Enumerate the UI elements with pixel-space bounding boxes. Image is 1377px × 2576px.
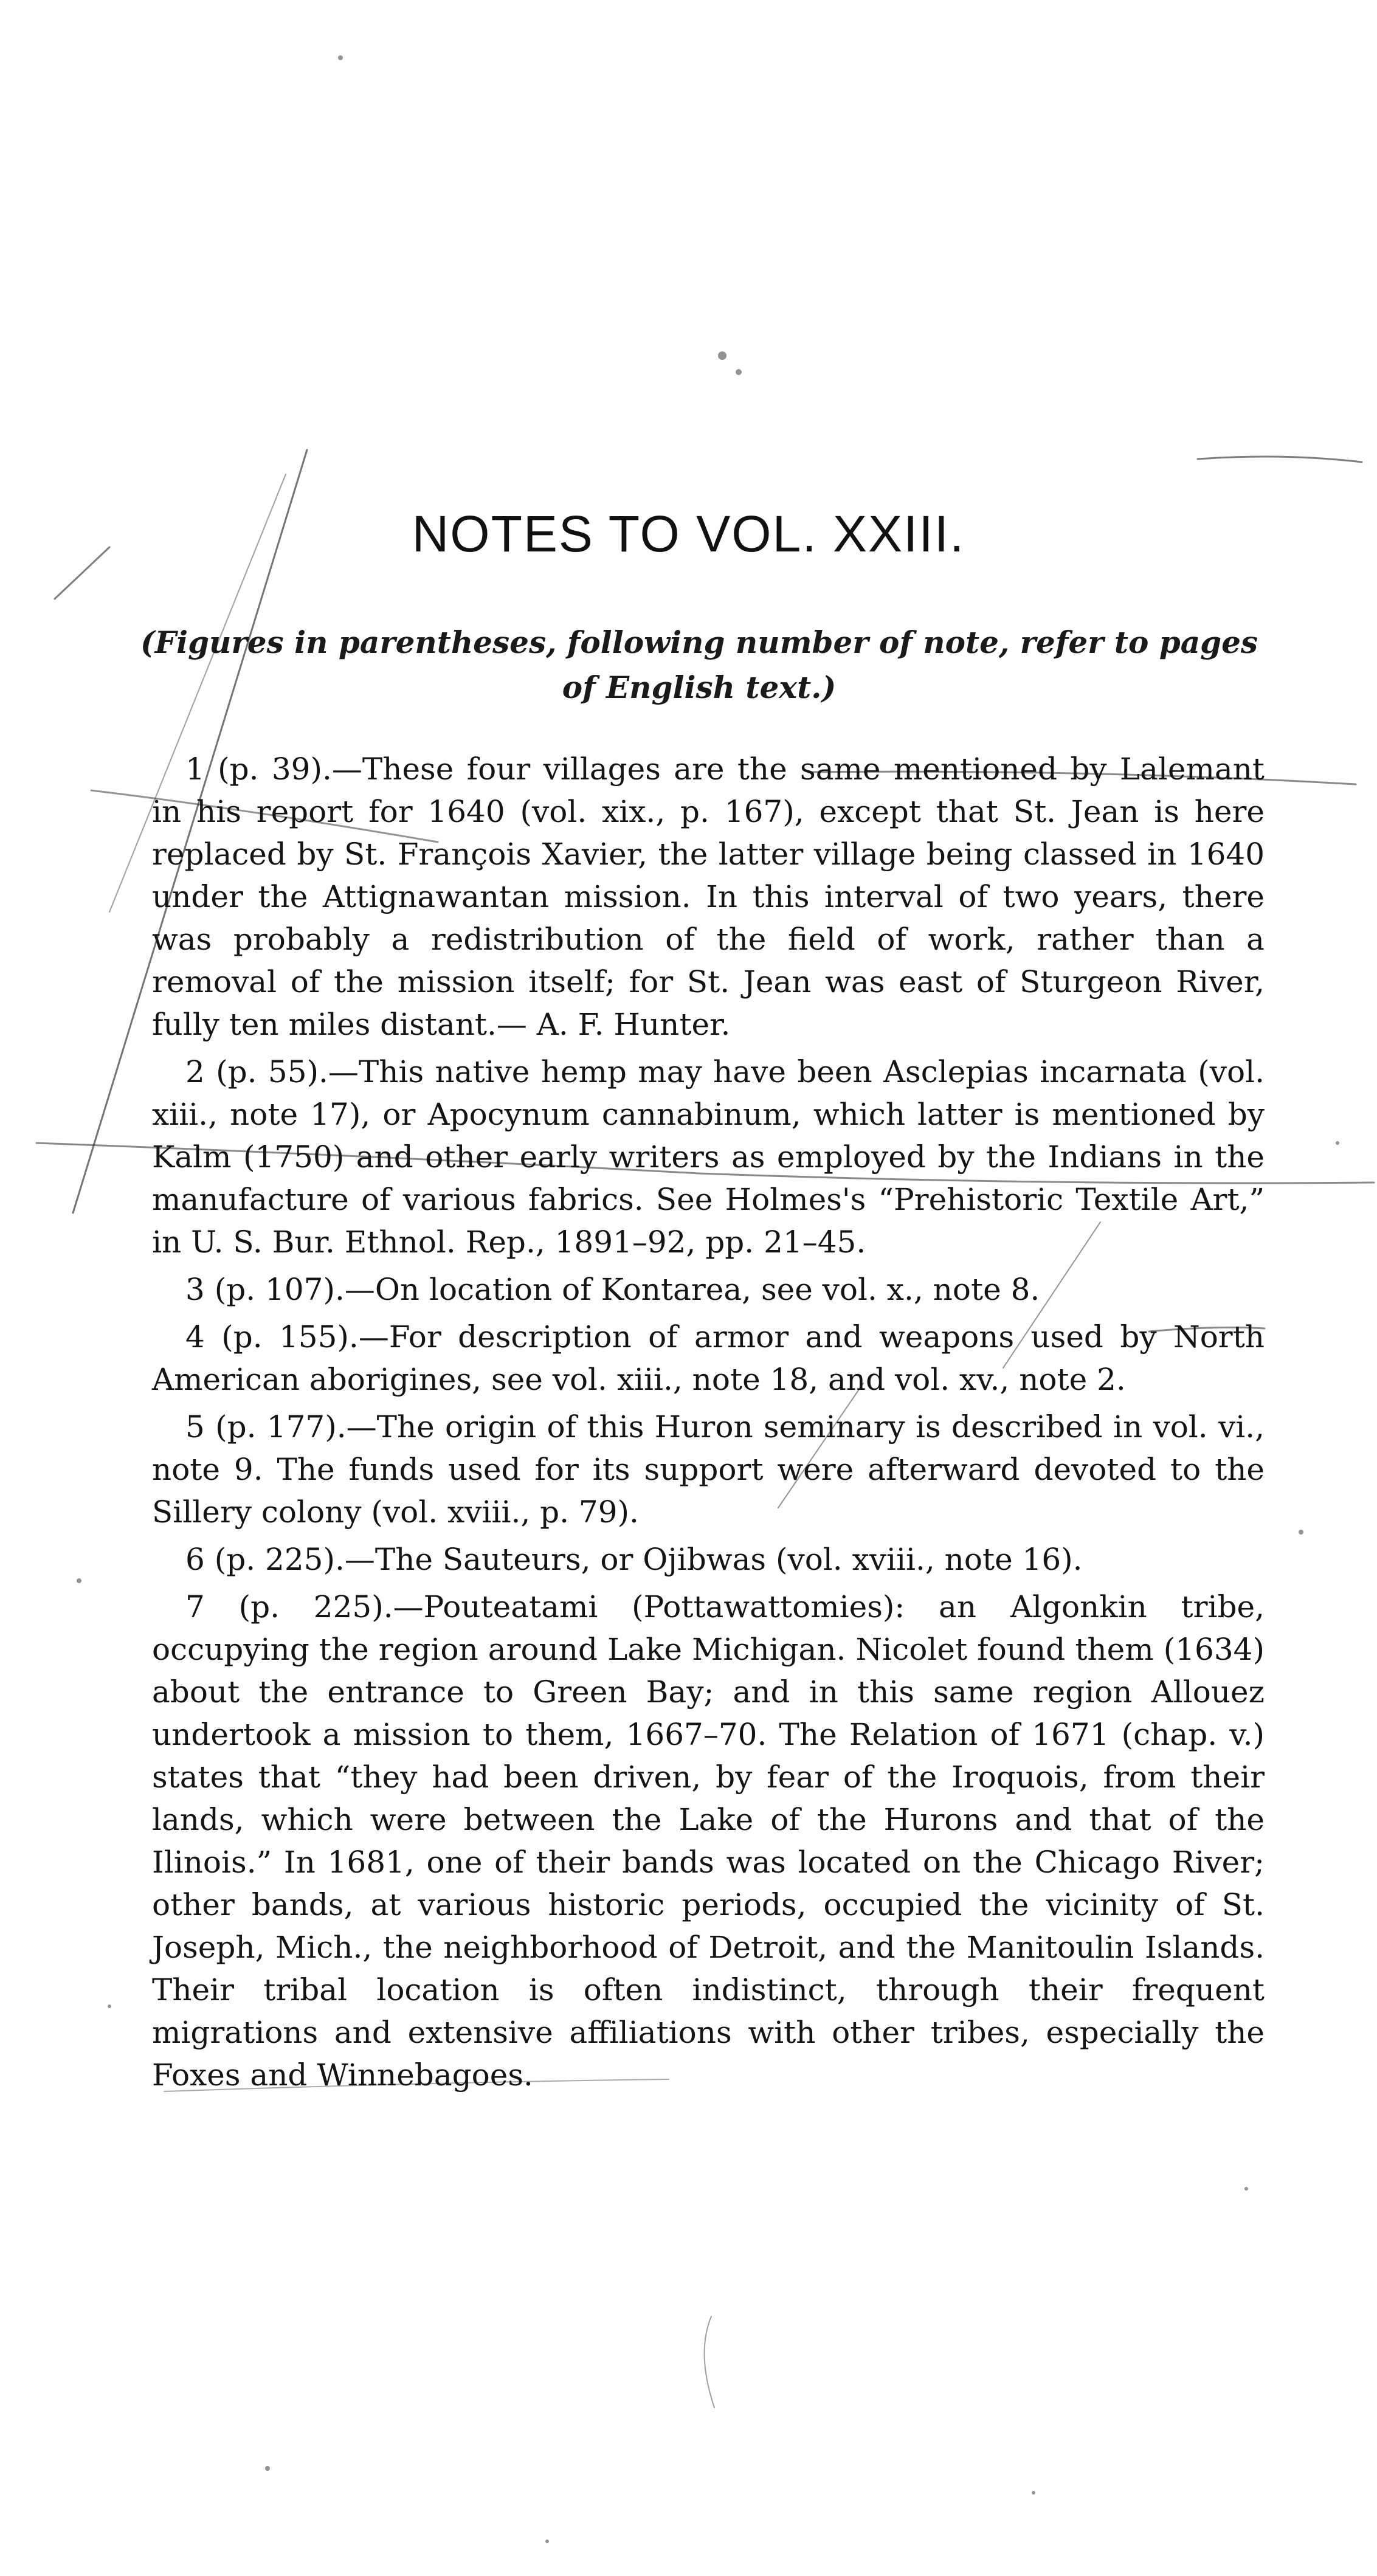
note-7 xyxy=(152,1586,1265,2096)
note-text: —This native hemp may have been Asclepias incarnata (vol. xiii., note 17), or Apocynum cannabinum, which latter is mentioned by Kalm (1750) and other early writers as employed by the Indians in the manufacture of various fabrics. See Holmes's “Prehistoric Textile Art,” in U. S. Bur. Ethnol. Rep., 1891–92, pp. 21–45. xyxy=(152,1054,1265,1260)
note-page-ref: (p. 107). xyxy=(214,1272,345,1307)
note-number: 4 xyxy=(185,1319,205,1355)
note-2 xyxy=(152,1051,1265,1263)
note-number: 5 xyxy=(185,1409,205,1445)
note-page-ref: (p. 177). xyxy=(215,1409,347,1445)
note-text: —For description of armor and weapons used by North American aborigines, see vol. xiii., note 18, and vol. xv., note 2. xyxy=(152,1319,1265,1397)
page-subtitle: (Figures in parentheses, following number of note, refer to pages of English text.) xyxy=(140,624,1258,705)
note-page-ref: (p. 55). xyxy=(216,1054,328,1089)
note-6 xyxy=(152,1538,1265,1581)
note-number: 3 xyxy=(185,1272,205,1307)
note-page-ref: (p. 225). xyxy=(238,1589,393,1625)
notes-list xyxy=(152,748,1265,2101)
note-text: —These four villages are the same mentioned by Lalemant in his report for 1640 (vol. xix., p. 167), except that St. Jean is here replaced by St. François Xavier, the latter village being classed in 1640 under the Attignawantan mission. In this interval of two years, there was probably a redistribution of the field of work, rather than a removal of the mission itself; for St. Jean was east of Sturgeon River, fully ten miles distant.— A. F. Hunter. xyxy=(152,751,1265,1042)
note-page-ref: (p. 39). xyxy=(218,751,332,787)
note-text: —On location of Kontarea, see vol. x., note 8. xyxy=(344,1272,1040,1307)
note-number: 2 xyxy=(185,1054,205,1089)
note-5 xyxy=(152,1406,1265,1533)
note-text: —The origin of this Huron seminary is described in vol. vi., note 9. The funds used for its support were afterward devoted to the Sillery colony (vol. xviii., p. 79). xyxy=(152,1409,1265,1530)
note-text: —Pouteatami (Pottawattomies): an Algonkin tribe, occupying the region around Lake Michigan. Nicolet found them (1634) about the entrance to Green Bay; and in this same region Allouez undertook a mission to them, 1667–70. The Relation of 1671 (chap. v.) states that “they had been driven, by fear of the Iroquois, from their lands, which were between the Lake of the Hurons and that of the Ilinois.” In 1681, one of their bands was located on the Chicago River; other bands, at various historic periods, occupied the vicinity of St. Joseph, Mich., the neighborhood of Detroit, and the Manitoulin Islands. Their tribal location is often indistinct, through their frequent migrations and extensive affiliations with other tribes, especially the Foxes and Winnebagoes. xyxy=(152,1589,1265,2093)
page-title: NOTES TO VOL. XXIII. xyxy=(412,505,965,562)
note-number: 7 xyxy=(185,1589,205,1625)
note-3 xyxy=(152,1268,1265,1311)
note-4 xyxy=(152,1316,1265,1401)
note-number: 6 xyxy=(185,1542,205,1577)
note-number: 1 xyxy=(185,751,205,787)
note-page-ref: (p. 155). xyxy=(221,1319,359,1355)
note-text: —The Sauteurs, or Ojibwas (vol. xviii., note 16). xyxy=(344,1542,1083,1577)
note-page-ref: (p. 225). xyxy=(214,1542,345,1577)
note-1 xyxy=(152,748,1265,1046)
